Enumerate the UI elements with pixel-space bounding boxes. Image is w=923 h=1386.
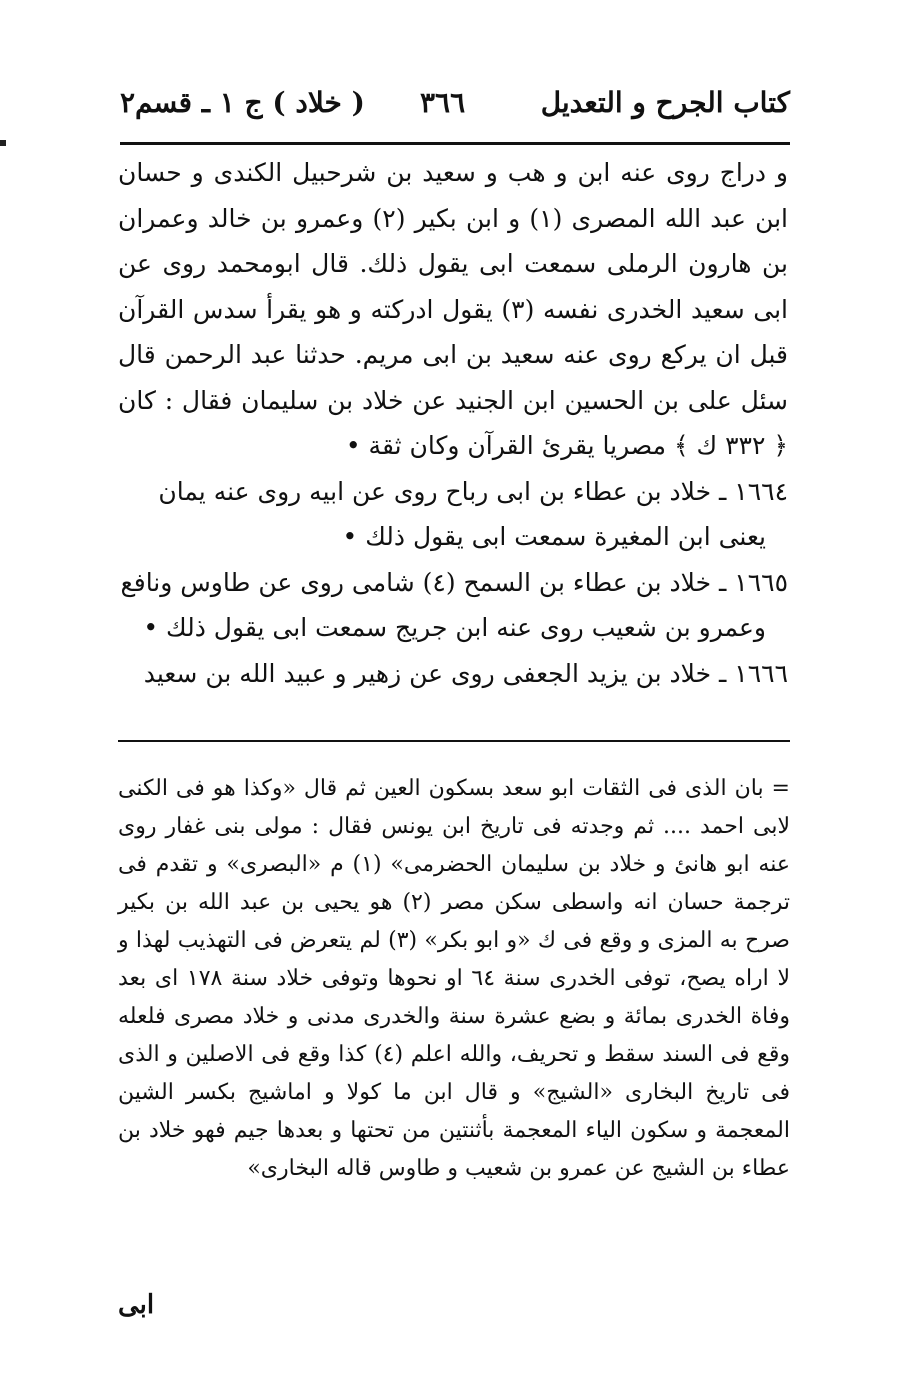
- margin-mark: [0, 140, 6, 146]
- footnote-rule: [118, 740, 790, 742]
- entry-1665-continuation: وعمرو بن شعيب روى عنه ابن جريج سمعت ابى يقول ذلك •: [143, 613, 766, 642]
- paragraph-continuation: و دراج روى عنه ابن و هب و سعيد بن شرحبيل الكندى و حسان ابن عبد الله المصرى (١) و ابن بكير (٢) وعمرو بن خالد وعمران بن هارون الرملى سمعت ابى يقول ذلك. قال ابومحمد روى عن ابى سعيد الخدرى نفسه (٣) يقول ادركته و هو يقرأ سدس القرآن قبل ان يركع روى عنه سعيد بن ابى مريم. حدثنا عبد الرحمن قال سئل على بن الحسين ابن الجنيد عن خلاد بن سليمان فقال : كان ﴿ ٣٣٢ ك ﴾ مصريا يقرئ القرآن وكان ثقة •: [118, 158, 789, 460]
- book-title: كتاب الجرح و التعديل: [540, 86, 790, 119]
- main-text: [118, 150, 788, 696]
- section-label: ( خلاد ) ج ١ ـ قسم٢: [120, 86, 365, 119]
- entry-1666: ١٦٦٦ ـ خلاد بن يزيد الجعفى روى عن زهير و عبيد الله بن سعيد: [143, 658, 788, 688]
- footnotes: [118, 770, 790, 1188]
- running-header: [120, 78, 790, 130]
- entry-1665: ١٦٦٥ ـ خلاد بن عطاء بن السمح (٤) شامى روى عن طاوس ونافع: [120, 567, 788, 597]
- page-number: ٣٦٦: [420, 86, 466, 119]
- entry-1664: ١٦٦٤ ـ خلاد بن عطاء بن ابى رباح روى عن ابيه روى عنه يمان: [158, 476, 788, 506]
- header-rule: [120, 142, 790, 145]
- catchword: ابى: [118, 1290, 155, 1320]
- footnote-text: = بان الذى فى الثقات ابو سعد بسكون العين ثم قال «وكذا هو فى الكنى لابى احمد .... ثم وجدته فى تاريخ ابن يونس فقال : مولى بنى غفار روى عنه ابو هانئ و خلاد بن سليمان الحضرمى» (١) م «البصرى» و تقدم فى ترجمة حسان انه واسطى سكن مصر (٢) هو يحيى بن عبد الله بن بكير صرح به المزى و وقع فى ك «و ابو بكر» (٣) لم يتعرض فى التهذيب لهذا و لا اراه يصح، توفى الخدرى سنة ٦٤ او نحوها وتوفى خلاد سنة ١٧٨ اى بعد وفاة الخدرى بمائة و بضع عشرة سنة والخدرى مدنى و خلاد مصرى فلعله وقع فى السند سقط و تحريف، والله اعلم (٤) كذا وقع فى الاصلين و الذى فى تاريخ البخارى «الشيج» و قال ابن ما كولا و اماشيج بكسر الشين المعجمة و سكون الياء المعجمة بأثنتين من تحتها و بعدها جيم فهو خلاد بن عطاء بن الشيج عن عمرو بن شعيب و طاوس قاله البخارى»: [118, 776, 790, 1181]
- entry-1664-continuation: يعنى ابن المغيرة سمعت ابى يقول ذلك •: [342, 522, 766, 551]
